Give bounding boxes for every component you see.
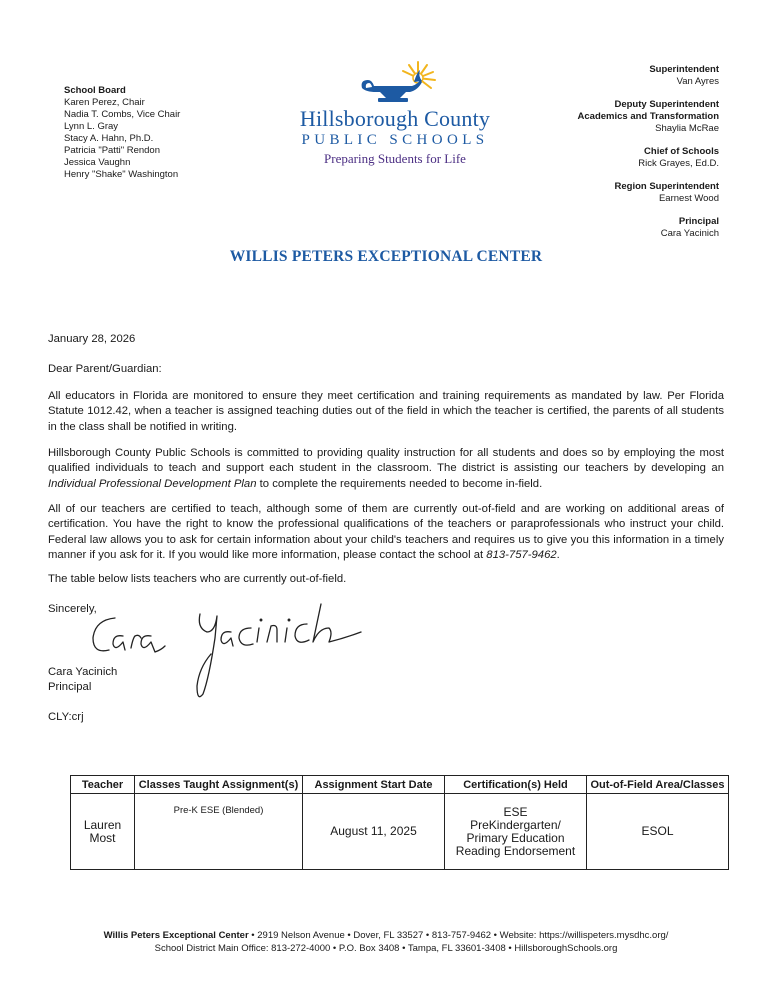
- paragraph-text: All of our teachers are certified to teach, although some of them are currently out-of-field and are working on additional areas of certification. You have the right to know the professional qualifications of the teachers or paraprofessionals who instruct your child. Federal law allows you to ask for certain information about your child's teachers and requires us to give you this information in a timely manner if you ask for it. If you would like more information, please contact the school at: [48, 503, 724, 562]
- logo-tagline: Preparing Students for Life: [324, 151, 466, 166]
- school-board-list: [64, 85, 180, 181]
- admin-name: Cara Yacinich: [660, 228, 719, 239]
- footer-school-name: Willis Peters Exceptional Center: [103, 930, 249, 941]
- admin-role: Chief of Schools: [644, 146, 719, 157]
- admin-role: Superintendent: [649, 64, 719, 75]
- letter-date: January 28, 2026: [48, 333, 136, 345]
- signer-title: Principal: [48, 681, 92, 694]
- letter-initials: CLY:crj: [48, 711, 84, 723]
- admin-group: [459, 181, 719, 205]
- paragraph-text: Hillsborough County Public Schools is committed to providing quality instruction for all students and does so by employing the most qualified individuals to teach and support each student in the classroom. The district is assisting our teachers by developing an: [48, 447, 724, 475]
- logo-public-schools: PUBLIC SCHOOLS: [301, 132, 489, 148]
- column-header: Certification(s) Held: [445, 776, 587, 794]
- board-member: Patricia "Patti" Rendon: [64, 145, 160, 156]
- out-of-field-table: [70, 775, 729, 870]
- admin-role: Region Superintendent: [614, 181, 719, 192]
- admin-group: [459, 216, 719, 240]
- plan-name-emphasis: Individual Professional Development Plan: [48, 477, 257, 490]
- signer-block: [48, 665, 724, 696]
- school-board-title: School Board: [64, 85, 126, 96]
- out-of-field-cell: ESOL: [587, 794, 729, 870]
- column-header: Teacher: [71, 776, 135, 794]
- paragraph-certification-law: All educators in Florida are monitored to ensure they meet certification and training requirements as mandated by law. Per Florida Statute 1012.42, when a teacher is assigned teaching duties out of the field in which the teacher is certified, the parents of all students in the class shall be notified in writing.: [48, 390, 724, 433]
- board-member: Henry "Shake" Washington: [64, 169, 179, 180]
- board-member: Karen Perez, Chair: [64, 97, 145, 108]
- board-member: Stacy A. Hahn, Ph.D.: [64, 133, 154, 144]
- administration-list: [459, 64, 719, 251]
- letter-greeting: Dear Parent/Guardian:: [48, 363, 162, 375]
- paragraph-rights: [48, 502, 724, 564]
- admin-name: Van Ayres: [676, 76, 719, 87]
- teacher-cell: [71, 794, 135, 870]
- column-header: Classes Taught Assignment(s): [135, 776, 303, 794]
- footer-school-contact: • 2919 Nelson Avenue • Dover, FL 33527 • 813-757-9462 • Website: https://willispeters.mysdhc.org/: [248, 930, 669, 941]
- certification-line: PreKindergarten/: [470, 817, 561, 832]
- paragraph-text: to complete the requirements needed to become in-field.: [256, 477, 543, 490]
- admin-name: Shaylia McRae: [655, 123, 719, 134]
- table-row: [71, 794, 729, 870]
- paragraph-commitment: [48, 446, 724, 492]
- teacher-last-name: Most: [89, 830, 116, 845]
- school-center-title: WILLIS PETERS EXCEPTIONAL CENTER: [229, 248, 543, 265]
- certification-cell: [445, 794, 587, 870]
- admin-role: Principal: [678, 216, 719, 227]
- admin-group: [459, 99, 719, 135]
- logo-district-name: Hillsborough County: [299, 106, 491, 131]
- signer-name: Cara Yacinich: [48, 666, 118, 678]
- board-member: Jessica Vaughn: [64, 157, 131, 168]
- certification-line: Primary Education: [466, 830, 565, 845]
- paragraph-text: .: [556, 549, 560, 562]
- certification-line: ESE: [503, 804, 528, 819]
- table-header-row: [71, 776, 729, 794]
- admin-group: [459, 146, 719, 170]
- admin-role-line2: Academics and Transformation: [577, 111, 719, 122]
- page-footer: [0, 930, 772, 955]
- start-date-cell: August 11, 2025: [303, 794, 445, 870]
- admin-name: Earnest Wood: [658, 193, 719, 204]
- lamp-of-learning-logo-icon: [356, 58, 440, 106]
- admin-group: [459, 64, 719, 88]
- school-phone: 813-757-9462: [486, 549, 557, 562]
- teacher-first-name: Lauren: [83, 817, 122, 832]
- column-header: Out-of-Field Area/Classes: [587, 776, 729, 794]
- board-member: Nadia T. Combs, Vice Chair: [64, 109, 181, 120]
- paragraph-table-intro: The table below lists teachers who are currently out-of-field.: [48, 573, 347, 585]
- footer-line-district: School District Main Office: 813-272-4000 • P.O. Box 3408 • Tampa, FL 33601-3408 • HillsboroughSchools.org: [154, 942, 618, 954]
- column-header: Assignment Start Date: [303, 776, 445, 794]
- classes-cell: Pre-K ESE (Blended): [135, 794, 303, 870]
- certification-line: Reading Endorsement: [455, 843, 576, 858]
- board-member: Lynn L. Gray: [64, 121, 119, 132]
- admin-role: Deputy Superintendent: [614, 99, 719, 110]
- footer-line-school: [0, 930, 772, 943]
- letter-closing: Sincerely,: [48, 603, 97, 615]
- admin-name: Rick Grayes, Ed.D.: [638, 158, 719, 169]
